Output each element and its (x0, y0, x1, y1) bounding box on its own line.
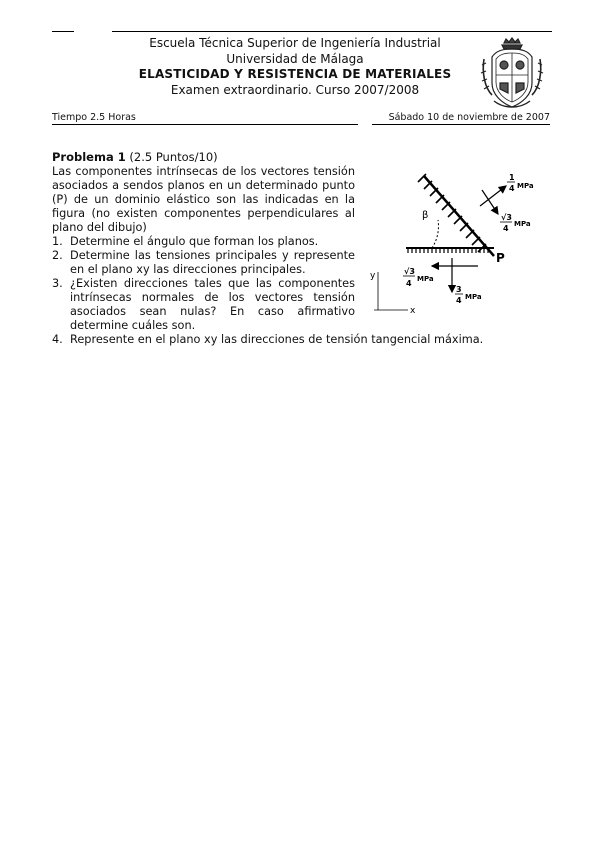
question-text: Determine las tensiones principales y represente en el plano xy las direcciones principales. (70, 249, 355, 276)
left-fraction-numerator: √3 (404, 267, 415, 276)
university-crest-icon (478, 37, 546, 111)
right-fraction-numerator: √3 (501, 213, 512, 222)
question-number: 3. (52, 277, 63, 290)
left-unit: MPa (417, 275, 434, 283)
top-fraction-denominator: 4 (509, 184, 515, 193)
arrow-normal-inclined (480, 186, 506, 206)
top-unit: MPa (517, 182, 534, 190)
university-name: Universidad de Málaga (226, 51, 364, 66)
exam-duration: Tiempo 2.5 Horas (52, 112, 136, 123)
question-number: 2. (52, 249, 63, 262)
x-axis-label: x (410, 306, 416, 316)
down-fraction-denominator: 4 (456, 296, 462, 305)
point-label: P (496, 251, 505, 265)
problem-statement: Las componentes intrínsecas de los vectores tensión asociados a sendos planos en un determinado punto (P) de un dominio elástico son las indicadas en la figura (no existen componentes perpendiculares al plano del dibujo) (52, 165, 355, 234)
right-unit: MPa (514, 220, 531, 228)
question-text: Determine el ángulo que forman los planos. (70, 235, 319, 248)
horizontal-plane (406, 248, 494, 253)
down-unit: MPa (465, 293, 482, 301)
down-fraction-numerator: 3 (456, 285, 462, 294)
problem-title (52, 150, 218, 164)
course-name: ELASTICIDAD Y RESISTENCIA DE MATERIALES (138, 67, 452, 81)
header-rule-left (52, 31, 74, 32)
problem-points: (2.5 Puntos/10) (125, 150, 218, 164)
question-number: 1. (52, 235, 63, 248)
meta-rule-left (52, 124, 358, 125)
question-text: ¿Existen direcciones tales que las componentes intrínsecas normales de los vectores tensión asociados sean nulas? En caso afirmativo determine cuáles son. (70, 277, 355, 332)
school-name: Escuela Técnica Superior de Ingeniería Industrial (149, 36, 441, 50)
angle-label: β (422, 210, 429, 221)
meta-rule-right (372, 124, 550, 125)
header-rule-right (112, 31, 552, 32)
question-number: 4. (52, 333, 63, 346)
question-text: Represente en el plano xy las direcciones de tensión tangencial máxima. (70, 333, 484, 346)
exam-date: Sábado 10 de noviembre de 2007 (388, 112, 550, 123)
exam-header (100, 36, 490, 98)
left-fraction-denominator: 4 (406, 279, 412, 288)
exam-name: Examen extraordinario. Curso 2007/2008 (170, 82, 420, 97)
problem-number: Problema 1 (52, 150, 126, 164)
y-axis-label: y (370, 271, 376, 281)
inclined-plane (418, 174, 494, 256)
right-fraction-denominator: 4 (503, 224, 509, 233)
angle-arc (432, 220, 438, 248)
top-fraction-numerator: 1 (509, 173, 515, 182)
stress-figure (368, 170, 558, 322)
